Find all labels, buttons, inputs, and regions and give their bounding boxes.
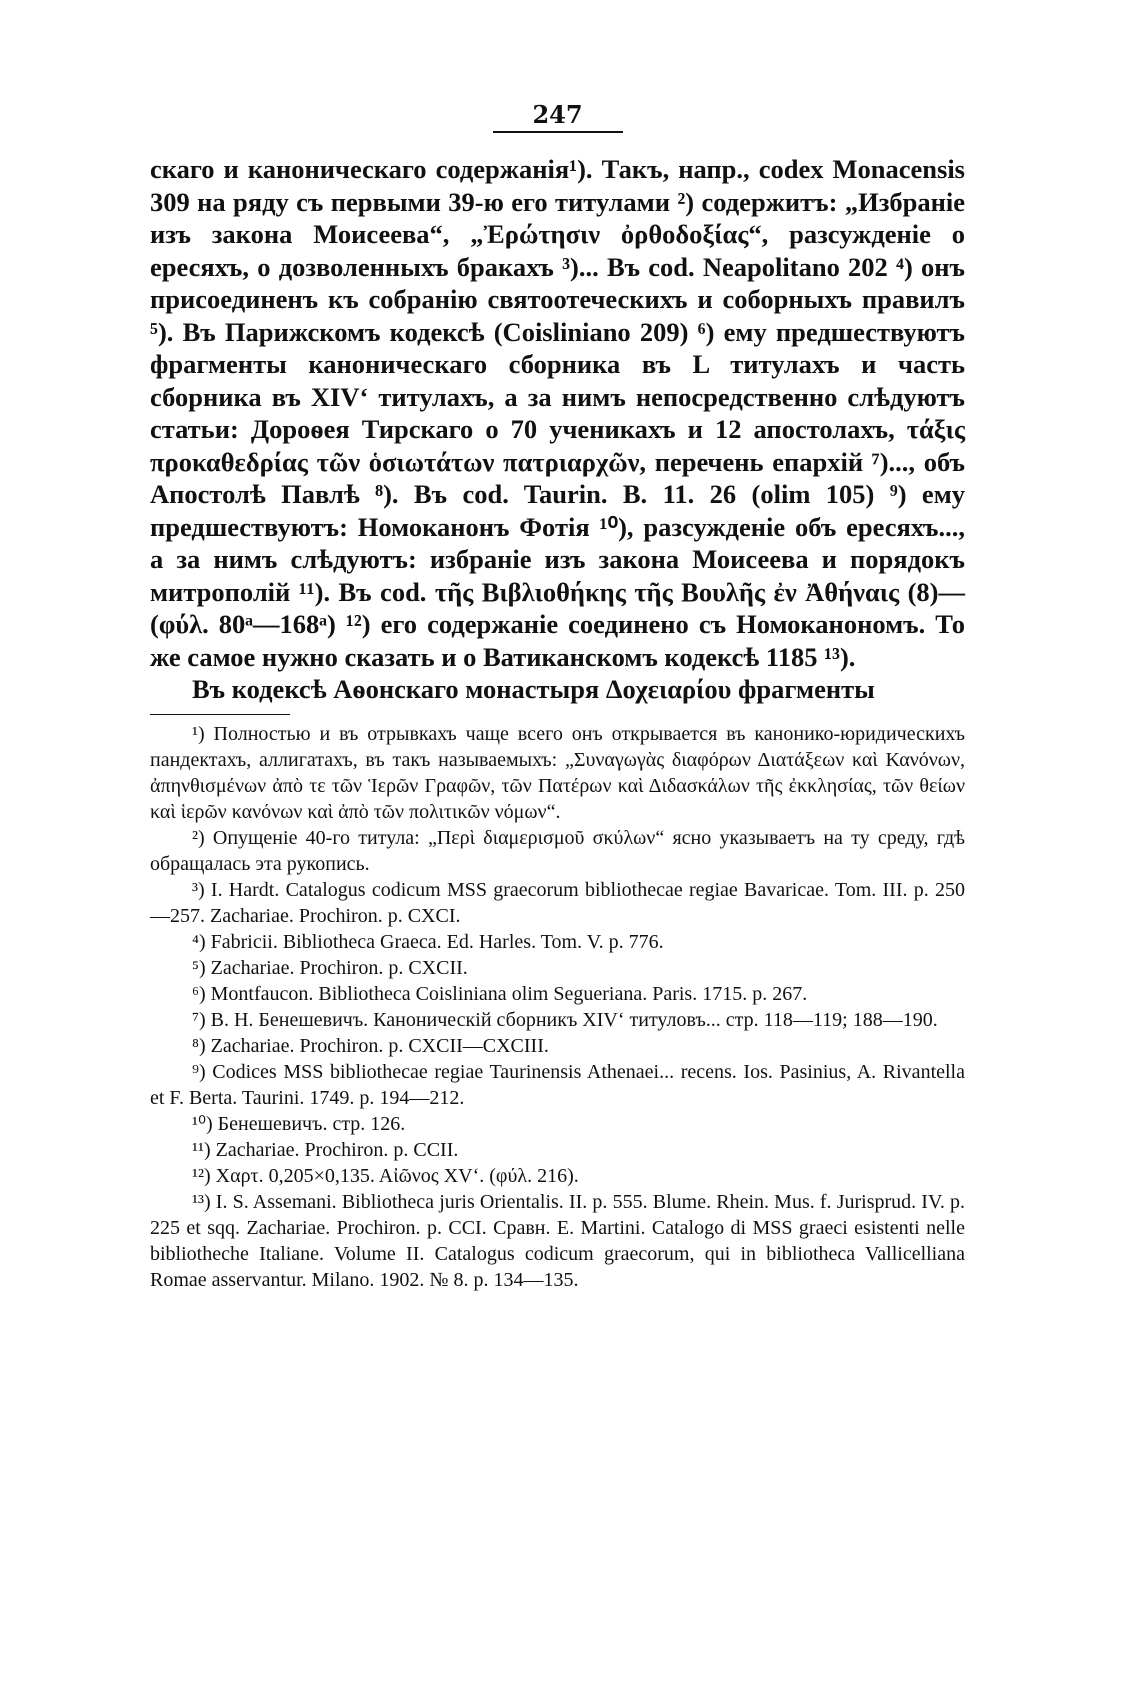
page-number: 247 [493,100,623,133]
footnote-8: ⁸) Zachariae. Prochiron. p. CXCII—CXCIII. [192,1034,549,1057]
footnote-11: ¹¹) Zachariae. Prochiron. p. CCII. [192,1138,459,1161]
footnote-9: ⁹) Codices MSS bibliothecae regiae Taurinensis Athenaei... recens. Ios. Pasinius, A. Rivantella et F. Berta. Taurini. 1749. p. 194—212. [150,1060,965,1109]
footnote-1: ¹) Полностью и въ отрывкахъ чаще всего онъ открывается въ канонико-юридическихъ пандектахъ, аллигатахъ, въ такъ называемыхъ: „Συναγωγὰς διαφόρων Διατάξεων καὶ Κανόνων, ἀπηνθισμένων ἀπὸ τε τῶν Ἱερῶν Γραφῶν, τῶν Πατέρων καὶ Διδασκάλων τῆς ἐκκλησίας, τῶν θείων καὶ ἱερῶν κανόνων καὶ ἀπὸ τῶν πολιτικῶν νόμων“. [150,722,965,823]
body-paragraph-1: скаго и каноническаго содержанія¹). Такъ, напр., codex Monacensis 309 на ряду съ первыми 39-ю его титулами ²) содержитъ: „Избраніе изъ закона Моисеева“, „Ἐρώτησιν ὀρθοδοξίας“, разсужденіе о ересяхъ, о дозволенныхъ бракахъ ³)... Въ cod. Neapolitano 202 ⁴) онъ присоединенъ къ собранію святоотеческихъ и соборныхъ правилъ ⁵). Въ Парижскомъ кодексѣ (Coisliniano 209) ⁶) ему предшествуютъ фрагменты каноническаго сборника въ L титулахъ и часть сборника въ XIVʻ титулахъ, а за нимъ непосредственно слѣдуютъ статьи: Дороѳея Тирскаго о 70 ученикахъ и 12 апостолахъ, τάξις προκαθεδρίας τῶν ὁσιωτάτων πατριαρχῶν, перечень епархій ⁷)..., объ Апостолѣ Павлѣ ⁸). Въ cod. Taurin. B. 11. 26 (olim 105) ⁹) ему предшествуютъ: Номоканонъ Фотія ¹⁰), разсужденіе объ ересяхъ..., а за нимъ слѣдуютъ: избраніе изъ закона Моисеева и порядокъ митрополій ¹¹). Въ cod. τῆς Βιβλιοθήκης τῆς Βουλῆς ἐν Ἀθήναις (8)—(φύλ. 80ᵃ—168ᵃ) ¹²) его содержаніе соединено съ Номоканономъ. То же самое нужно сказать и о Ватиканскомъ кодексѣ 1185 ¹³). [150,154,965,672]
body-paragraph-2: Въ кодексѣ Аѳонскаго монастыря Δοχειαρίου фрагменты [192,674,875,704]
footnote-3: ³) I. Hardt. Catalogus codicum MSS graecorum bibliothecae regiae Bavaricae. Tom. III. p. 250—257. Zachariae. Prochiron. p. CXCI. [150,878,965,927]
footnote-4: ⁴) Fabricii. Bibliotheca Graeca. Ed. Harles. Tom. V. p. 776. [192,930,664,953]
footnotes [150,721,965,1293]
footnote-13: ¹³) I. S. Assemani. Bibliotheca juris Orientalis. II. p. 555. Blume. Rhein. Mus. f. Jurisprud. IV. p. 225 et sqq. Zachariae. Prochiron. p. CCI. Сравн. E. Martini. Catalogo di MSS graeci esistenti nelle bibliotheche Italiane. Volume II. Catalogus codicum graecorum, qui in bibliotheca Vallicelliana Romae asservantur. Milano. 1902. № 8. p. 134—135. [150,1190,965,1291]
footnote-2: ²) Опущеніе 40-го титула: „Περὶ διαμερισμοῦ σκύλων“ ясно указываетъ на ту среду, гдѣ обращалась эта рукопись. [150,826,965,875]
footnote-12: ¹²) Χαρτ. 0,205×0,135. Αἰῶνος XVʻ. (φύλ. 216). [192,1164,579,1187]
footnote-5: ⁵) Zachariae. Prochiron. p. CXCII. [192,956,468,979]
footnote-10: ¹⁰) Бенешевичъ. стр. 126. [192,1112,406,1135]
footnote-divider [150,714,290,715]
footnote-7: ⁷) В. Н. Бенешевичъ. Каноническій сборникъ XIVʻ титуловъ... стр. 118—119; 188—190. [192,1008,938,1031]
footnote-6: ⁶) Montfaucon. Bibliotheca Coisliniana olim Segueriana. Paris. 1715. p. 267. [192,982,808,1005]
main-text [150,153,965,706]
book-page [150,100,965,1293]
